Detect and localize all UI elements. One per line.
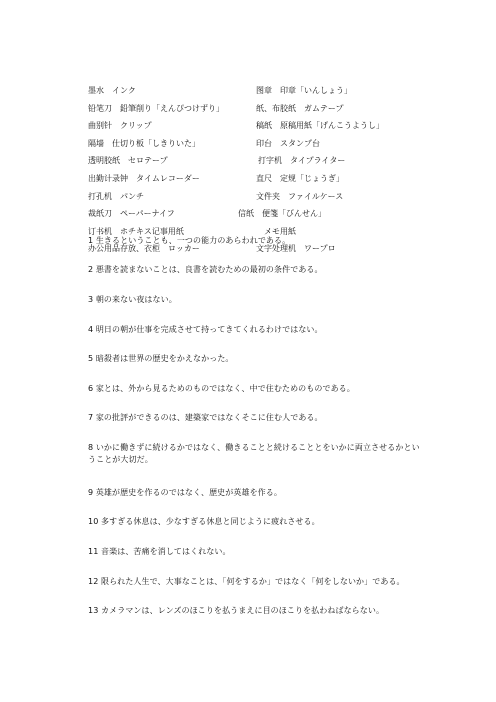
vocabulary-right-term: 纸、布胶纸 ガムテープ xyxy=(256,103,344,113)
vocabulary-right-term: 图章 印章「いんしょう」 xyxy=(256,86,352,95)
vocabulary-row xyxy=(88,205,408,223)
sentence-item: 5 暗殺者は世界の歴史をかえなかった。 xyxy=(88,354,234,363)
vocabulary-left-term: 铅笔刀 鉛筆削り「えんぴつけずり」 xyxy=(88,103,224,113)
vocabulary-row xyxy=(88,135,408,153)
sentence-item: 8 いかに働きずに続けるかではなく、働きることと続けることとをいかに両立させるかということが大切だ。 xyxy=(88,443,420,464)
vocabulary-row xyxy=(88,100,408,118)
vocabulary-right-term: メモ用紙 xyxy=(264,226,296,236)
sentence-item: 11 音楽は、苦痛を消してはくれない。 xyxy=(88,547,231,556)
vocabulary-right-term: 信纸 便箋「びんせん」 xyxy=(238,209,326,219)
sentence-item: 1 生きるということも、一つの能力のあらわれである。 xyxy=(88,236,291,245)
vocabulary-left-term: 打孔机 パンチ xyxy=(88,191,144,201)
vocabulary-left-term: 墨水 インク xyxy=(88,86,136,95)
sentence-item: 4 明日の朝が仕事を完成させて持ってきてくれるわけではない。 xyxy=(88,325,323,334)
sentence-item: 2 悪書を読まないことは、良書を読むための最初の条件である。 xyxy=(88,265,323,274)
sentence-item: 13 カメラマンは、レンズのほこりを払うまえに目のほこりを払わねばならない。 xyxy=(88,606,385,615)
sentence-item: 6 家とは、外から見るためのものではなく、中で住むためのものである。 xyxy=(88,384,355,393)
vocabulary-right-term: 打字机 タイプライター xyxy=(258,156,346,166)
vocabulary-row xyxy=(88,152,408,170)
sentence-item: 7 家の批評ができるのは、建築家ではなくそこに住む人である。 xyxy=(88,413,323,422)
vocabulary-right-term: 直尺 定规「じょうぎ」 xyxy=(256,173,344,183)
vocabulary-row xyxy=(88,117,408,135)
vocabulary-left-term: 隔墙 仕切り板「しきりいた」 xyxy=(88,138,200,148)
sentence-item: 3 朝の来ない夜はない。 xyxy=(88,295,177,304)
vocabulary-right-term: 稿纸 原稿用紙「げんこうようし」 xyxy=(256,121,384,131)
vocabulary-right-term: 文件夹 ファイルケース xyxy=(256,191,344,201)
vocabulary-list xyxy=(88,82,408,258)
vocabulary-left-term: 办公用品存放、衣柜 ロッカー xyxy=(88,244,200,254)
vocabulary-row xyxy=(88,170,408,188)
sentence-item: 9 英雄が歴史を作るのではなく、歴史が英雄を作る。 xyxy=(88,488,282,497)
vocabulary-left-term: 曲别针 クリップ xyxy=(88,121,152,131)
sentence-item: 10 多すぎる休息は、少なすぎる休息と同じように疲れさせる。 xyxy=(88,517,320,526)
vocabulary-row xyxy=(88,82,408,100)
vocabulary-row xyxy=(88,188,408,206)
vocabulary-left-term: 裁纸刀 ペーパーナイフ xyxy=(88,209,175,219)
vocabulary-left-term: 订书机 ホチキス记事用纸 xyxy=(88,226,184,236)
sentence-item: 12 限られた人生で、大事なことは、「何をするか」ではなく「何をしないか」である。 xyxy=(88,577,405,586)
vocabulary-left-term: 出勤计录钟 タイムレコーダー xyxy=(88,173,200,183)
vocabulary-left-term: 透明胶纸 セロテープ xyxy=(88,156,168,166)
vocabulary-right-term: 印台 スタンプ台 xyxy=(256,138,320,148)
vocabulary-right-term: 文字处理机 ワープロ xyxy=(256,244,336,254)
